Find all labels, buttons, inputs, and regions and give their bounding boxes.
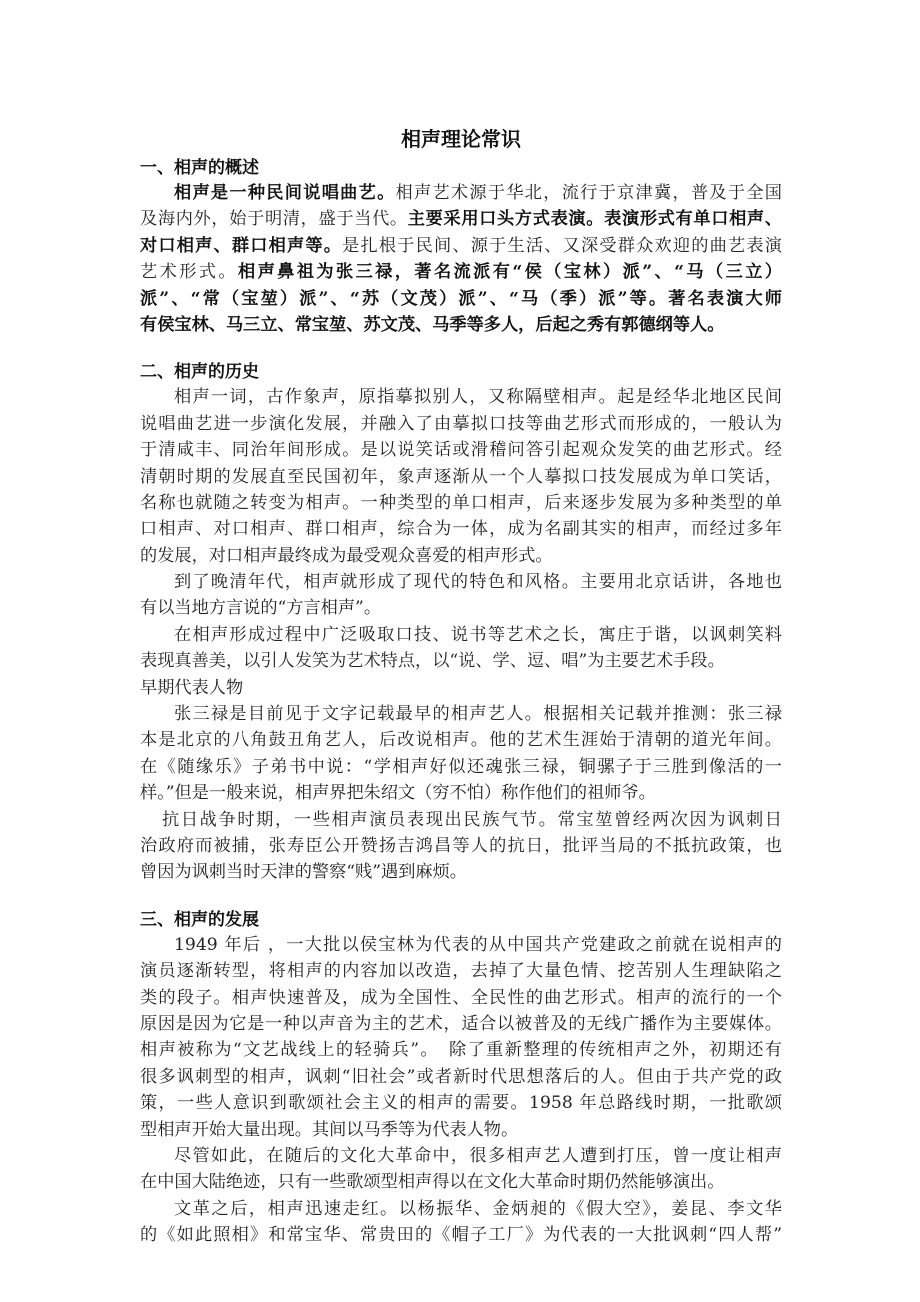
paragraph-line: 在相声形成过程中广泛吸取口技、说书等艺术之长，寓庄于谐，以讽刺笑料 xyxy=(174,624,782,645)
bold-text: 对口相声、群口相声等。 xyxy=(140,235,343,256)
spacer xyxy=(140,338,782,360)
paragraph-line: 很多讽刺型的相声，讽刺“旧社会”或者新时代思想落后的人。但由于共产党的政 xyxy=(140,1066,782,1087)
text: 艺术形式。 xyxy=(140,262,238,283)
paragraph-line: 在《随缘乐》子弟书中说：“学相声好似还魂张三禄，铜骡子于三胜到像活的一 xyxy=(140,756,782,777)
paragraph-line xyxy=(140,286,782,312)
paragraph-line xyxy=(140,312,782,338)
text: 相声艺术源于华北，流行于京津冀，普及于全国 xyxy=(395,183,782,203)
paragraph-line: 表现真善美，以引人发笑为艺术特点，以“说、学、逗、唱”为主要艺术手段。 xyxy=(140,651,725,672)
paragraph-line: 说唱曲艺进一步演化发展，并融入了由摹拟口技等曲艺形式而形成的，一般认为 xyxy=(140,413,782,434)
document-title: 相声理论常识 xyxy=(401,127,521,151)
section-heading-development: 三、相声的发展 xyxy=(140,909,259,930)
paragraph-line: 于清咸丰、同治年间形成。是以说笑话或滑稽问答引起观众发笑的曲艺形式。经 xyxy=(140,440,782,461)
paragraph-line: 原因是因为它是一种以声音为主的艺术，适合以被普及的无线广播作为主要媒体。 xyxy=(140,1013,782,1034)
paragraph-line: 的《如此照相》和常宝华、常贵田的《帽子工厂》为代表的一大批讽刺“四人帮” xyxy=(140,1225,782,1246)
paragraph-line: 1949 年后 ，一大批以侯宝林为代表的从中国共产党建政之前就在说相声的 xyxy=(174,934,782,955)
paragraph-line: 治政府而被捕，张寿臣公开赞扬吉鸿昌等人的抗日，批评当局的不抵抗政策，也 xyxy=(140,835,782,856)
paragraph-line: 型相声开始大量出现。其间以马季等为代表人物。 xyxy=(140,1119,519,1140)
text: 是扎根于民间、源于生活、又深受群众欢迎的曲艺表演 xyxy=(342,235,782,256)
paragraph-line: 曾因为讽刺当时天津的警察“贱”遇到麻烦。 xyxy=(140,862,467,883)
spacer xyxy=(140,886,782,908)
subheading-early-figures: 早期代表人物 xyxy=(140,677,244,698)
paragraph-line: 张三禄是目前见于文字记载最早的相声艺人。根据相关记载并推测：张三禄 xyxy=(174,704,782,725)
paragraph-line: 尽管如此，在随后的文化大革命中，很多相声艺人遭到打压，曾一度让相声 xyxy=(174,1145,782,1166)
paragraph-line xyxy=(140,180,782,206)
paragraph-line xyxy=(140,259,782,285)
text: 及海内外，始于明清，盛于当代。 xyxy=(140,209,408,230)
paragraph-line: 在中国大陆绝迹，只有一些歌颂型相声得以在文化大革命时期仍然能够演出。 xyxy=(140,1172,725,1193)
paragraph-line xyxy=(140,233,782,259)
paragraph-line: 有以当地方言说的“方言相声”。 xyxy=(140,598,382,619)
paragraph-line: 口相声、对口相声、群口相声，综合为一体，成为名副其实的相声，而经过多年 xyxy=(140,519,782,540)
paragraph-line: 抗日战争时期，一些相声演员表现出民族气节。常宝堃曾经两次因为讽刺日 xyxy=(162,809,782,830)
section-heading-overview: 一、相声的概述 xyxy=(140,158,259,178)
document-page xyxy=(140,122,782,1248)
paragraph-line: 本是北京的八角鼓丑角艺人，后改说相声。他的艺术生涯始于清朝的道光年间。 xyxy=(140,730,782,751)
paragraph-line: 相声被称为“文艺战线上的轻骑兵”。 除了重新整理的传统相声之外，初期还有 xyxy=(140,1040,782,1061)
paragraph-line: 演员逐渐转型，将相声的内容加以改造，去掉了大量色情、挖苦别人生理缺陷之 xyxy=(140,961,782,982)
paragraph-line: 相声一词，古作象声，原指摹拟别人，又称隔壁相声。起是经华北地区民间 xyxy=(174,387,782,408)
bold-text: 相声鼻祖为张三禄，著名流派有“侯（宝林）派”、“马（三立） xyxy=(237,262,782,283)
paragraph-line: 清朝时期的发展直至民国初年，象声逐渐从一个人摹拟口技发展成为单口笑话， xyxy=(140,466,782,487)
bold-text: 主要采用口头方式表演。表演形式有单口相声、 xyxy=(407,209,782,230)
paragraph-line: 策，一些人意识到歌颂社会主义的相声的需要。1958 年总路线时期，一批歌颂 xyxy=(140,1093,782,1114)
paragraph-line: 类的段子。相声快速普及，成为全国性、全民性的曲艺形式。相声的流行的一个 xyxy=(140,987,782,1008)
paragraph-line: 到了晚清年代，相声就形成了现代的特色和风格。主要用北京话讲，各地也 xyxy=(174,572,782,593)
paragraph-line xyxy=(140,206,782,232)
paragraph-line: 样。”但是一般来说，相声界把朱绍文（穷不怕）称作他们的祖师爷。 xyxy=(140,783,656,804)
paragraph-line: 的发展，对口相声最终成为最受观众喜爱的相声形式。 xyxy=(140,545,553,566)
paragraph-line: 文革之后，相声迅速走红。以杨振华、金炳昶的《假大空》，姜昆、李文华 xyxy=(174,1198,782,1219)
bold-text: 派”、“常（宝堃）派”、“苏（文茂）派”、“马（季）派”等。著名表演大师 xyxy=(140,288,782,309)
section-heading-history: 二、相声的历史 xyxy=(140,362,259,383)
bold-text: 有侯宝林、马三立、常宝堃、苏文茂、马季等多人，后起之秀有郭德纲等人。 xyxy=(140,314,725,335)
bold-text: 相声是一种民间说唱曲艺。 xyxy=(174,183,396,203)
paragraph-line: 名称也就随之转变为相声。一种类型的单口相声，后来逐步发展为多种类型的单 xyxy=(140,492,782,513)
